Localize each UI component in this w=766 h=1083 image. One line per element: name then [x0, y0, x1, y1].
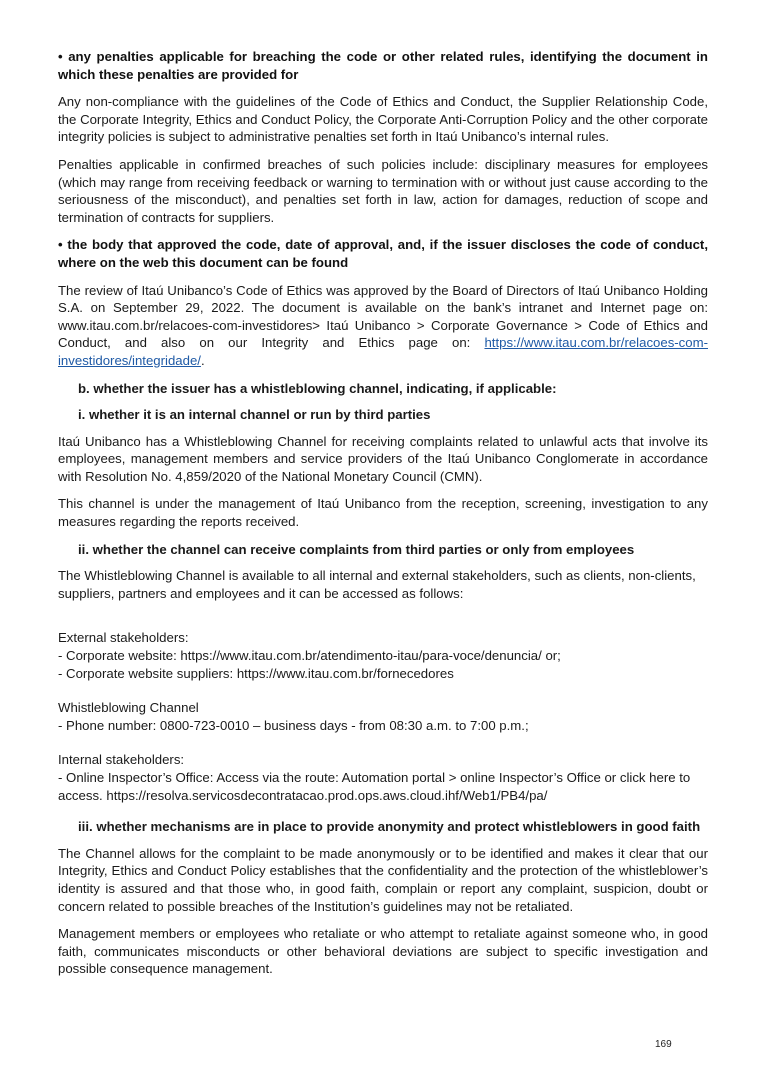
- internal-stakeholders-label: Internal stakeholders:: [58, 752, 185, 768]
- integrity-page-link[interactable]: https://www.itau.com.br/relacoes-com-investidores/integridade/: [58, 335, 708, 368]
- whistleblowing-paragraph-3: The Whistleblowing Channel is available to all internal and external stakeholders, such as clients, non-clients, suppliers, partners and employees and it can be accessed as follows:: [58, 568, 696, 601]
- whistleblowing-paragraph-1: Itaú Unibanco has a Whistleblowing Channel for receiving complaints related to unlawful acts that involve its employees, management members and service providers of the Itaú Unibanco Conglomerate in accordance with Resolution No. 4,859/2020 of the National Monetary Council (CMN).: [58, 433, 708, 484]
- whistleblowing-heading-iii: iii. whether mechanisms are in place to provide anonymity and protect whistleblowers in good faith: [78, 819, 701, 835]
- external-stakeholders-item-2: - Corporate website suppliers: https://www.itau.com.br/fornecedores: [58, 665, 454, 681]
- document-page: [58, 48, 708, 988]
- whistleblowing-paragraph-5: Management members or employees who retaliate or who attempt to retaliate against someone who, in good faith, communicates misconducts or other behavioral deviations are subject to specific investigation and possible consequence management.: [58, 926, 708, 977]
- whistleblowing-heading-ii: ii. whether the channel can receive complaints from third parties or only from employees: [78, 541, 635, 557]
- internal-stakeholders-item-1: - Online Inspector’s Office: Access via the route: Automation portal > online Inspector’s Office or click here to access. https://resolva.servicosdecontratacao.prod.ops.aws.cloud.ihf/Web1/PB4/pa/: [58, 770, 691, 803]
- whistleblowing-channel-label: Whistleblowing Channel: [58, 700, 199, 716]
- page-number: 169: [655, 1039, 672, 1050]
- approval-text: The review of Itaú Unibanco’s Code of Ethics was approved by the Board of Directors of Itaú Unibanco Holding S.A. on September 29, 2022. The document is available on the bank’s intranet and Internet page on: www.itau.com.br/relacoes-com-investidores> Itaú Unibanco > Corporate Governance > Code of Ethics and Conduct, and also on our Integrity and Ethics page on:: [58, 282, 708, 351]
- penalties-paragraph-2: Penalties applicable in confirmed breaches of such policies include: disciplinary measures for employees (which may range from receiving feedback or warning to termination with or without just cause according to the seriousness of the misconduct), and penalties set forth in law, action for damages, reduction of scope and termination of contracts for suppliers.: [58, 156, 708, 225]
- external-stakeholders-item-1: - Corporate website: https://www.itau.com.br/atendimento-itau/para-voce/denuncia/ or;: [58, 648, 561, 664]
- whistleblowing-paragraph-4: The Channel allows for the complaint to be made anonymously or to be identified and makes it clear that our Integrity, Ethics and Conduct Policy establishes that the confidentiality and the protection of the whistleblower’s identity is assured and that those who, in good faith, complain or report any complaint, suspicion, doubt or concern related to possible breaches of the Institution’s guidelines may not be retaliated.: [58, 845, 708, 914]
- penalties-heading: • any penalties applicable for breaching the code or other related rules, identifying the document in which these penalties are provided for: [58, 49, 708, 82]
- approval-heading: • the body that approved the code, date of approval, and, if the issuer discloses the code of conduct, where on the web this document can be found: [58, 237, 708, 270]
- whistleblowing-heading-b: b. whether the issuer has a whistleblowing channel, indicating, if applicable:: [78, 380, 557, 396]
- whistleblowing-channel-phone: - Phone number: 0800-723-0010 – business days - from 08:30 a.m. to 7:00 p.m.;: [58, 717, 529, 733]
- approval-paragraph: [58, 282, 708, 370]
- whistleblowing-heading-i: i. whether it is an internal channel or run by third parties: [78, 407, 431, 423]
- external-stakeholders-label: External stakeholders:: [58, 630, 189, 646]
- whistleblowing-paragraph-2: This channel is under the management of Itaú Unibanco from the reception, screening, investigation to any measures regarding the reports received.: [58, 496, 708, 530]
- penalties-paragraph-1: Any non-compliance with the guidelines of the Code of Ethics and Conduct, the Supplier Relationship Code, the Corporate Integrity, Ethics and Conduct Policy, the Corporate Anti-Corruption Policy and the other corporate integrity policies is subject to administrative penalties set forth in Itaú Unibanco’s internal rules.: [58, 94, 708, 145]
- approval-text-end: .: [200, 352, 205, 368]
